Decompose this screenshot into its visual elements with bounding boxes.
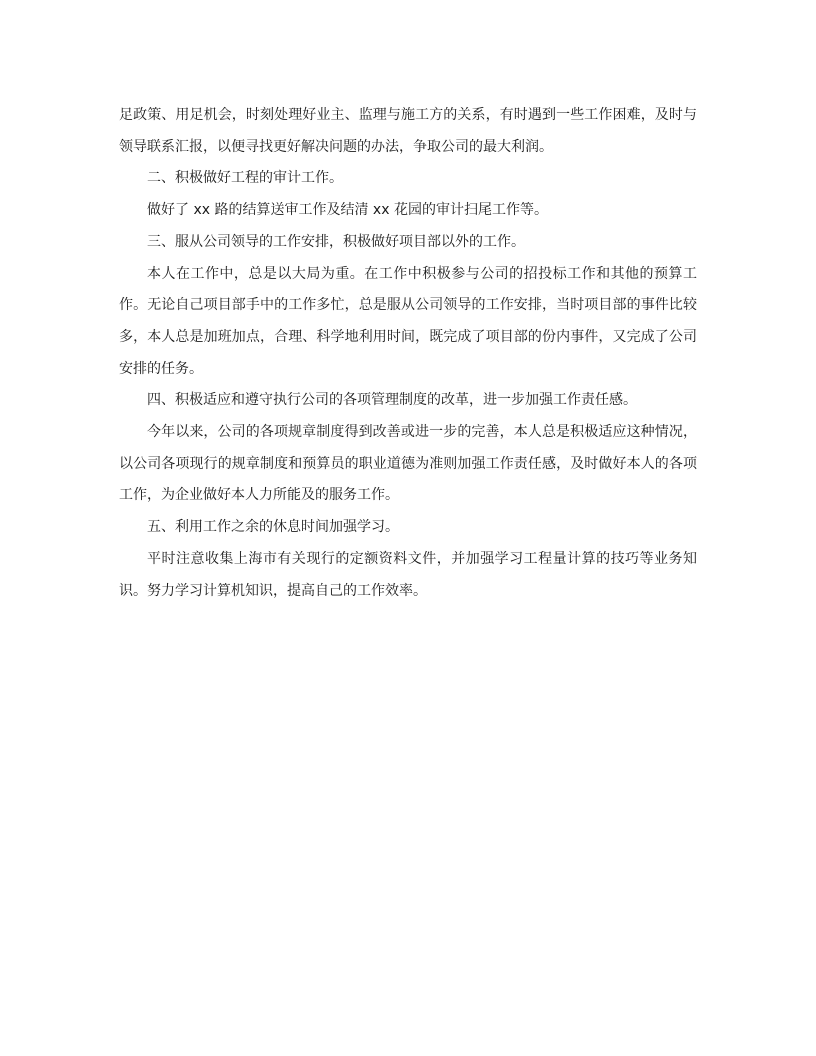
section-heading-4: 四、积极适应和遵守执行公司的各项管理制度的改革，进一步加强工作责任感。 (147, 392, 637, 409)
paragraph-audit: 做好了 xx 路的结算送审工作及结清 xx 花园的审计扫尾工作等。 (147, 202, 548, 219)
paragraph-regulations: 今年以来，公司的各项规章制度得到改善或进一步的完善，本人总是积极适应这种情况，以公司各项现行的规章制度和预算员的职业道德为准则加强工作责任感，及时做好本人的各项工作，为企业做好本人力所能及的服务工作。 (119, 424, 697, 504)
section-heading-2: 二、积极做好工程的审计工作。 (147, 170, 343, 187)
paragraph-study: 平时注意收集上海市有关现行的定额资料文件，并加强学习工程量计算的技巧等业务知识。努力学习计算机知识，提高自己的工作效率。 (119, 550, 697, 599)
paragraph-continuation: 足政策、用足机会，时刻处理好业主、监理与施工方的关系，有时遇到一些工作困难，及时与领导联系汇报，以便寻找更好解决问题的办法，争取公司的最大利润。 (119, 107, 697, 155)
document-body (119, 100, 697, 607)
section-heading-5: 五、利用工作之余的休息时间加强学习。 (147, 519, 399, 536)
paragraph-work-arrangement: 本人在工作中，总是以大局为重。在工作中积极参与公司的招投标工作和其他的预算工作。无论自己项目部手中的工作多忙，总是服从公司领导的工作安排，当时项目部的事件比较多，本人总是加班加点，合理、科学地利用时间，既完成了项目部的份内事件，又完成了公司安排的任务。 (119, 265, 697, 377)
section-heading-3: 三、服从公司领导的工作安排，积极做好项目部以外的工作。 (147, 233, 525, 250)
